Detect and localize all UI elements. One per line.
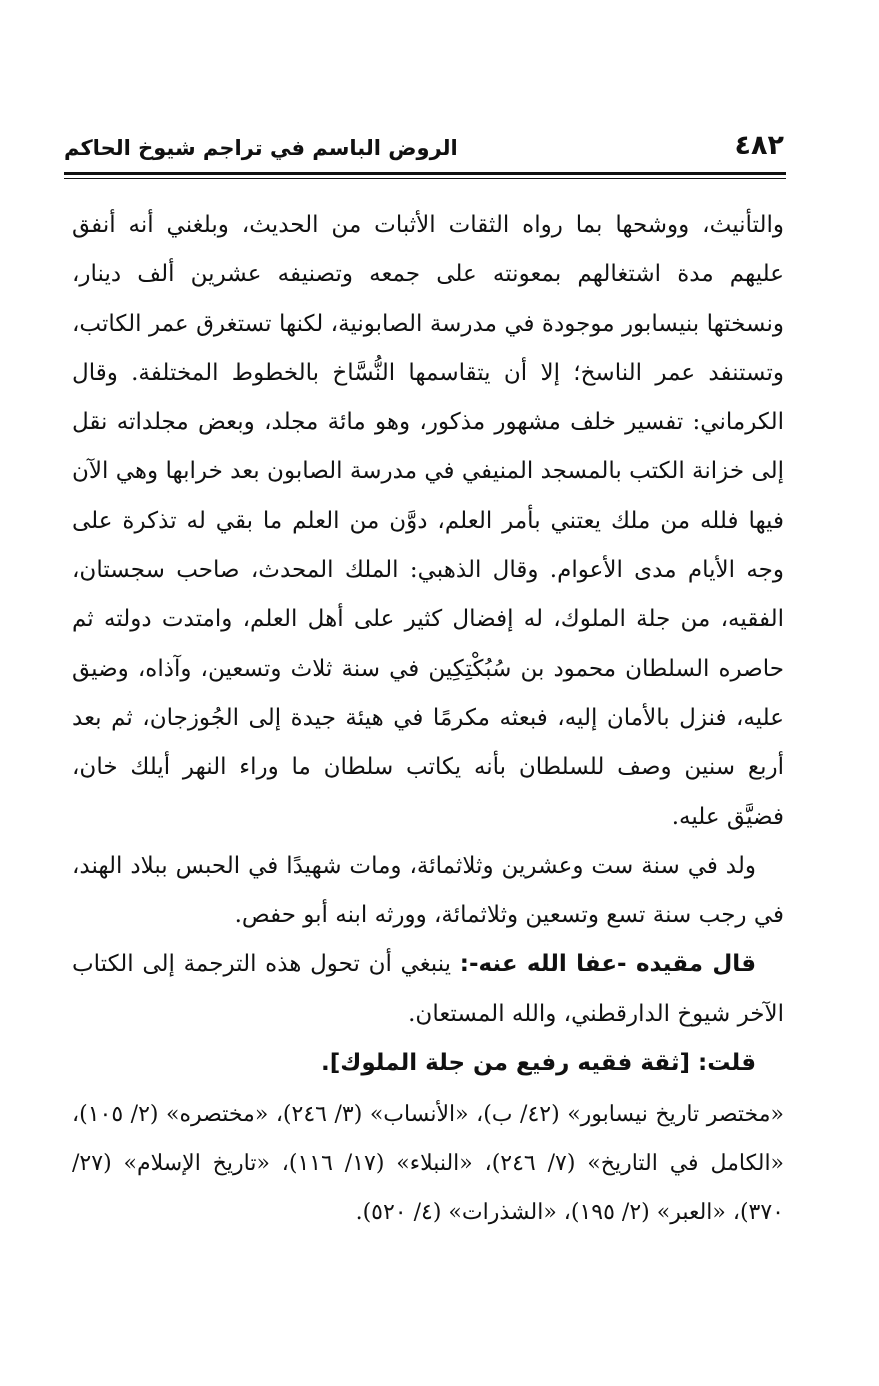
- verdict: قلت: [ثقة فقيه رفيع من جلة الملوك].: [321, 1050, 756, 1077]
- header-rule-thick: [64, 172, 786, 175]
- author-note-lead: قال مقيده -عفا الله عنه-:: [459, 951, 757, 978]
- paragraph-biography: والتأنيث، ووشحها بما رواه الثقات الأثبات من الحديث، وبلغني أنه أنفق عليهم مدة اشتغالهم بمعونته على جمعه وتصنيفه عشرين ألف دينار، ونسختها بنيسابور موجودة في مدرسة الصابونية، لكنها تستغرق عمر الكاتب، وتستنفد عمر الناسخ؛ إلا أن يتقاسمها النُّسَّاخ بالخطوط المختلفة. وقال الكرماني: تفسير خلف مشهور مذكور، وهو مائة مجلد، وبعض مجلداته نقل إلى خزانة الكتب بالمسجد المنيفي في مدرسة الصابون بعد خرابها وهي الآن فيها فلله من ملك يعتني بأمر العلم، دوَّن من العلم ما بقي له تذكرة على وجه الأيام مدى الأعوام. وقال الذهبي: الملك المحدث، صاحب سجستان، الفقيه، من جلة الملوك، له إفضال كثير على أهل العلم، وامتدت دولته ثم حاصره السلطان محمود بن سُبُكْتِكِين في سنة ثلاث وتسعين، وآذاه، وضيق عليه، فنزل بالأمان إليه، فبعثه مكرمًا في هيئة جيدة إلى الجُوزجان، ثم بعد أربع سنين وصف للسلطان بأنه يكاتب سلطان ما وراء النهر أيلك خان، فضيَّق عليه.: [72, 212, 784, 830]
- references-text: «مختصر تاريخ نيسابور» (٤٢/ ب)، «الأنساب» (٣/ ٢٤٦)، «مختصره» (٢/ ١٠٥)، «الكامل في التاريخ» (٧/ ٢٤٦)، «النبلاء» (١٧/ ١١٦)، «تاريخ الإسلام» (٢٧/ ٣٧٠)، «العبر» (٢/ ١٩٥)، «الشذرات» (٤/ ٥٢٠).: [72, 1102, 785, 1225]
- paragraph-author-note: [72, 940, 784, 1039]
- header-rule-thin: [64, 178, 786, 179]
- page-number: ٤٨٢: [734, 130, 784, 161]
- running-title: الروض الباسم في تراجم شيوخ الحاكم: [64, 136, 458, 160]
- main-text: [72, 201, 784, 1088]
- paragraph-birth-death: ولد في سنة ست وعشرين وثلاثمائة، ومات شهيدًا في الحبس ببلاد الهند، في رجب سنة تسع وتسعين وثلاثمائة، وورثه ابنه أبو حفص.: [72, 852, 784, 929]
- references: [72, 1090, 784, 1237]
- page-header: [64, 130, 786, 174]
- author-note-text: ينبغي أن تحول هذه الترجمة إلى الكتاب الآخر شيوخ الدارقطني، والله المستعان.: [72, 951, 784, 1027]
